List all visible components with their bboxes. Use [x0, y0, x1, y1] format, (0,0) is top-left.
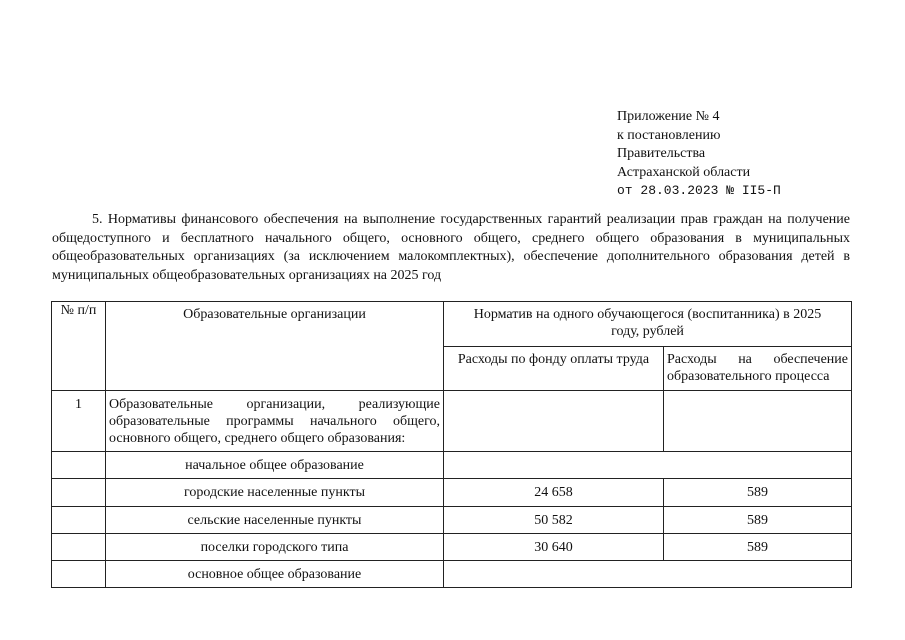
row-payroll: 50 582	[444, 507, 664, 534]
header-norm: Норматив на одного обучающегося (воспитанника) в 2025 году, рублей	[444, 302, 852, 347]
row-org: поселки городского типа	[106, 534, 444, 561]
table-row	[52, 507, 852, 534]
appendix-line: Астраханской области	[617, 164, 751, 180]
appendix-date-number: от 28.03.2023 № II5-П	[617, 183, 781, 198]
row-num	[52, 479, 106, 507]
row-org: начальное общее образование	[106, 452, 444, 479]
table-row	[52, 391, 852, 452]
appendix-title: Приложение № 4	[617, 109, 720, 124]
table-row	[52, 534, 852, 561]
header-process-line2: образовательного процесса	[667, 369, 830, 384]
row-process: 589	[664, 534, 852, 561]
header-process-line1: Расходы на обеспечение	[667, 352, 848, 367]
row-process: 589	[664, 479, 852, 507]
row-org: Образовательные организации, реализующие образовательные программы начального общего, основного общего, среднего общего образования:	[106, 391, 444, 452]
header-org: Образовательные организации	[106, 302, 444, 391]
header-row	[52, 302, 852, 347]
appendix-line: Правительства	[617, 146, 706, 161]
section-title: 5. Нормативы финансового обеспечения на выполнение государственных гарантий реализации прав граждан на получение общедоступного и бесплатного начального общего, основного общего, среднего общего образования в муниципальных общеобразовательных организациях (за исключением малокомплектных), обеспечение дополнительного образования детей в муниципальных общеобразовательных организациях на 2025 год	[52, 212, 850, 283]
norms-table	[51, 301, 852, 588]
row-payroll: 24 658	[444, 479, 664, 507]
row-num	[52, 507, 106, 534]
row-num	[52, 561, 106, 588]
row-values-merged	[444, 561, 852, 588]
row-org: городские населенные пункты	[106, 479, 444, 507]
header-num: № п/п	[52, 302, 106, 391]
table-row	[52, 479, 852, 507]
row-num: 1	[52, 391, 106, 452]
header-payroll: Расходы по фонду оплаты труда	[444, 347, 664, 391]
row-num	[52, 534, 106, 561]
row-process	[664, 391, 852, 452]
appendix-block	[617, 108, 781, 201]
row-payroll	[444, 391, 664, 452]
table-row	[52, 561, 852, 588]
row-values-merged	[444, 452, 852, 479]
row-process: 589	[664, 507, 852, 534]
row-org: сельские населенные пункты	[106, 507, 444, 534]
appendix-line: к постановлению	[617, 127, 721, 143]
row-org: основное общее образование	[106, 561, 444, 588]
header-process	[664, 347, 852, 391]
row-num	[52, 452, 106, 479]
table-row	[52, 452, 852, 479]
row-payroll: 30 640	[444, 534, 664, 561]
